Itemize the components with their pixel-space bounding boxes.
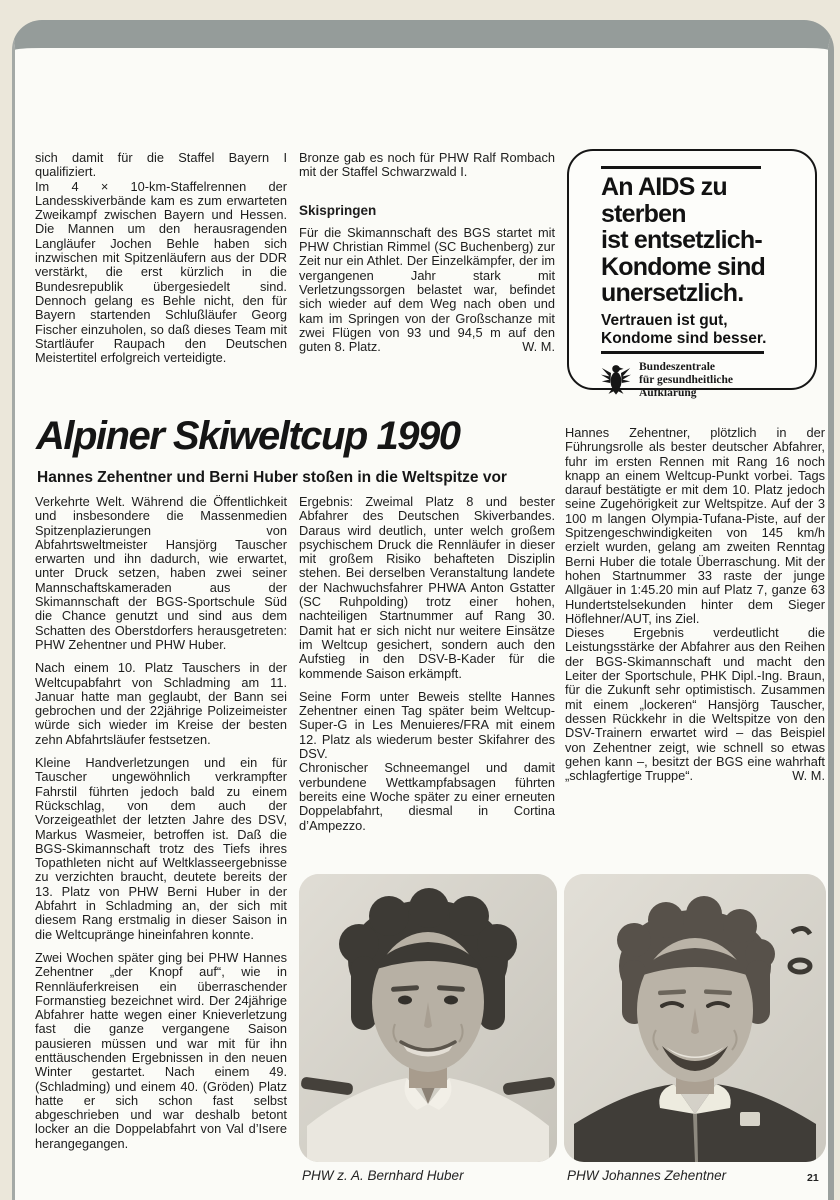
ad-top-rule bbox=[601, 166, 761, 169]
top-column-2 bbox=[299, 151, 555, 355]
aids-awareness-ad bbox=[567, 149, 817, 399]
ad-headline-line: sterben bbox=[601, 199, 686, 228]
photo-bernhard-huber bbox=[299, 874, 557, 1162]
ad-headline-line: Kondome sind bbox=[601, 252, 766, 281]
top-column-1 bbox=[35, 151, 287, 374]
federal-eagle-icon bbox=[601, 361, 631, 400]
paragraph: Seine Form unter Beweis stellte Hannes Zehentner einen Tag später beim Weltcup-Super-G in Les Menuieres/FRA mit einem 12. Platz als wiederum bester Skifahrer des DSV. bbox=[299, 688, 555, 762]
article-column-3 bbox=[565, 426, 825, 783]
paragraph: Chronischer Schneemangel und damit verbundene Wettkampfabsagen führten bereits eine Woche später zu einer erneuten Doppelabfahrt, diesmal in Cortina d’Ampezzo. bbox=[299, 760, 555, 833]
ad-headline-line: unersetzlich. bbox=[601, 279, 744, 307]
paragraph: Bronze gab es noch für PHW Ralf Rombach mit der Staffel Schwarzwald I. bbox=[299, 150, 555, 180]
paragraph: Dieses Ergebnis verdeutlicht die Leistungsstärke der Abfahrer aus den Reihen der BGS-Skimannschaft und macht den Leiter der Sportschule, PHK Dipl.-Ing. Braun, für die Zukunft sehr optimistisch. Zusammen mit einem „lockeren“ Hansjörg Tauscher, dessen Rückkehr in die Weltspitze von den DSV-Trainern erwartet wird – das Beispiel von Zehentner zeigt, wie schnell so etwas gehen kann –, besitzt der BGS eine wahrhaft „schlagfertige Truppe“. bbox=[565, 625, 825, 784]
article-subheadline: Hannes Zehentner und Berni Huber stoßen in die Weltspitze vor bbox=[37, 469, 507, 486]
author-initials: W. M. bbox=[522, 339, 555, 355]
paragraph: Hannes Zehentner, plötzlich in der Führungsrolle als bester deutscher Abfahrer, fuhr im ersten Rennen mit Rang 16 noch knapp an einem Weltcup-Punkt vorbei. Tags darauf bestätigte er mit dem 10. Platz jedoch seine Zugehörigkeit zur Weltspitze. Auf der 3 100 m langen Olympia-Tufana-Piste, auf der Spitzengeschwindigkeiten von 145 km/h erzielt wurden, gelang am zweiten Renntag Berni Huber die totale Überraschung. Mit der hohen Startnummer 33 raste der junge Allgäuer in 1:45.20 min auf Platz 7, ganze 63 Hundertstelsekunden hinter dem Sieger Höflehner/AUT, ins Ziel. bbox=[565, 425, 825, 626]
author-initials: W. M. bbox=[792, 768, 825, 784]
photo-johannes-zehentner bbox=[564, 874, 826, 1162]
ad-headline-line: An AIDS zu bbox=[601, 173, 727, 201]
paragraph: Nach einem 10. Platz Tauschers in der Weltcupabfahrt von Schladming am 11. Januar hatte man geglaubt, der Bann sei gebrochen und der 22jährige Polizeimeister würde sich wieder im Kreise der besten zehn Abfahrtsläufer festsetzen. bbox=[35, 660, 287, 747]
article-headline: Alpiner Skiweltcup 1990 bbox=[36, 414, 460, 458]
photo-caption: PHW Johannes Zehentner bbox=[567, 1168, 727, 1183]
photo-caption: PHW z. A. Bernhard Huber bbox=[302, 1168, 464, 1183]
magazine-page bbox=[12, 20, 834, 1200]
paragraph: sich damit für die Staffel Bayern I qualifiziert. bbox=[35, 150, 287, 180]
ad-headline-line: ist entsetzlich- bbox=[601, 226, 762, 254]
article-column-1 bbox=[35, 495, 287, 1160]
page-number: 21 bbox=[807, 1172, 819, 1184]
section-heading-skispringen: Skispringen bbox=[299, 202, 377, 218]
ad-publisher: Bundeszentrale für gesundheitliche Aufklärung bbox=[601, 361, 797, 400]
paragraph: Ergebnis: Zweimal Platz 8 und bester Abfahrer des Deutschen Skiverbandes. Daraus wird deutlich, unter welch großem psychischem Druck die Rennläufer in dieser mit großem Risiko behafteten Disziplin stehen. Bei derselben Veranstaltung landete der Nachwuchsfahrer PHWA Anton Gstatter (SC Ruhpolding) trotz einer hohen, nachteiligen Startnummer auf Rang 30. Damit hat er sich nicht nur weitere Einsätze im Weltcup gesichert, sondern auch den Aufstieg in den DSV-B-Kader für die kommende Saison erkämpft. bbox=[299, 494, 555, 681]
paragraph: Kleine Handverletzungen und ein für Tauscher ungewöhnlich verkrampfter Fahrstil führten jedoch bald zu einem Rückschlag, von dem auch der Vorzeigeathlet der letzten Jahre des DSV, Markus Wasmeier, betroffen ist. Daß die BGS-Skimannschaft trotz des Tiefs ihres Topathleten nicht auf Weltklasseergebnisse zu verzichten braucht, deutete bereits der 13. Platz von PHW Berni Huber in der Abfahrt in Schladming an, der sich mit diesem Rang erstmalig in dieser Saison in die Weltcupränge hineinfahren konnte. bbox=[35, 755, 287, 942]
paragraph: Zwei Wochen später ging bei PHW Hannes Zehentner „der Knopf auf“, wie in Rennläuferkreisen ein überraschender Formanstieg bezeichnet wird. Der 24jährige Abfahrer hatte wegen einer Knieverletzung fast die ganze vergangene Saison pausieren müssen und war mit für ihn enttäuschenden Ergebnissen in den neuen Winter gestartet. Nach einem 49. (Schladming) und einem 40. (Gröden) Platz hatte er sich schon fast selbst abgeschrieben und war deshalb betont locker an die Doppelabfahrt von Val d’Isere herangegangen. bbox=[35, 949, 287, 1151]
paragraph: Für die Skimannschaft des BGS startet mit PHW Christian Rimmel (SC Buchenberg) zur Zeit nur ein Athlet. Der Einzelkämpfer, der im vergangenen Jahr stark mit Verletzungssorgen belastet war, befindet sich wieder auf dem Weg nach oben und kam im Springen von der Großschanze mit zwei Flügen von 93 und 94,5 m auf den guten 8. Platz. bbox=[299, 224, 555, 355]
paragraph: Verkehrte Welt. Während die Öffentlichkeit und insbesondere die Massenmedien Spitzenplazierungen von Abfahrtsweltmeister Hansjörg Tauscher erwarten und ihn dadurch, wie erwartet, unter Druck setzen, haben zwei seiner Mannschaftskameraden aus der Skimannschaft der BGS-Sportschule Süd die Chance genutzt und sind aus dem Schatten des Oberstdorfers herausgetreten: PHW Zehentner und PHW Huber. bbox=[35, 494, 287, 652]
paragraph: Im 4 × 10-km-Staffelrennen der Landesskiverbände kam es zum erwarteten Zweikampf zwischen Bayern und Hessen. Die Mannen um den herausragenden Langläufer Jochen Behle haben sich inzwischen mit Spitzenläufern aus der DDR verstärkt, die erst kürzlich in die Bundesrepublik übergesiedelt sind. Dennoch gelang es Behle nicht, den für Bayern startenden Schlußläufer Georg Fischer einzuholen, so daß dieses Team mit Startläufer Raupach den Deutschen Meistertitel erfolgreich verteidigte. bbox=[35, 178, 287, 366]
ad-bottom-rule bbox=[601, 351, 764, 354]
article-column-2 bbox=[299, 495, 555, 833]
ad-subline: Vertrauen ist gut, Kondome sind besser. bbox=[601, 311, 767, 347]
